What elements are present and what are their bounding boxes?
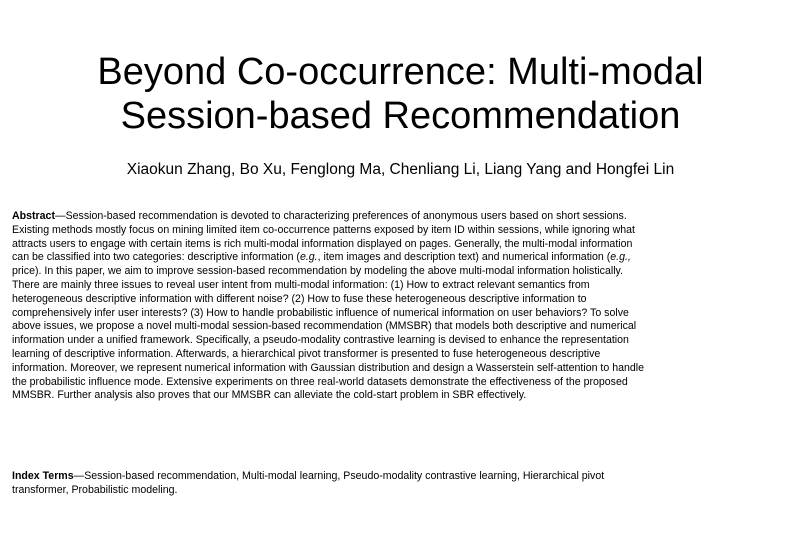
index-terms-text: —Session-based recommendation, Multi-modal learning, Pseudo-modality contrastive learning, Hierarchical pivot bbox=[73, 470, 605, 482]
index-terms bbox=[12, 470, 792, 498]
index-terms-line: transformer, Probabilistic modeling. bbox=[12, 483, 178, 496]
abstract-line: price). In this paper, we aim to improve session-based recommendation by modeling the above multi-modal information holistically. bbox=[12, 265, 623, 278]
paper-title-line-2: Session-based Recommendation bbox=[120, 95, 681, 137]
abstract-italic-text: e.g., bbox=[610, 251, 631, 264]
abstract-line bbox=[12, 210, 792, 224]
abstract-italic-text: e.g. bbox=[299, 251, 318, 264]
paper-title-line-1: Beyond Co-occurrence: Multi-modal bbox=[97, 51, 704, 93]
abstract-line: the probabilistic influence mode. Extensive experiments on three real-world datasets demonstrate the effectiveness of the proposed bbox=[12, 375, 628, 388]
abstract-line: information. Moreover, we represent numerical information with Gaussian distribution and design a Wasserstein self-attention to handle bbox=[12, 361, 645, 374]
index-terms-line bbox=[12, 470, 792, 484]
abstract-line: MMSBR. Further analysis also proves that our MMSBR can alleviate the cold-start problem in SBR effectively. bbox=[12, 389, 527, 402]
abstract-line: heterogeneous descriptive information with different noise? (2) How to fuse these heterogeneous descriptive information to bbox=[12, 292, 587, 305]
author-list: Xiaokun Zhang, Bo Xu, Fenglong Ma, Chenliang Li, Liang Yang and Hongfei Lin bbox=[126, 161, 675, 178]
abstract-line: learning of descriptive information. Afterwards, a hierarchical pivot transformer is presented to fuse heterogeneous descriptive bbox=[12, 347, 601, 360]
abstract-line: There are mainly three issues to reveal user intent from multi-modal information: (1) How to extract relevant semantics from bbox=[12, 278, 590, 291]
abstract-line: Existing methods mostly focus on mining limited item co-occurrence patterns exposed by item ID within sessions, while ignoring what bbox=[12, 223, 635, 236]
abstract-line: above issues, we propose a novel multi-modal session-based recommendation (MMSBR) that models both descriptive and numerical bbox=[12, 320, 637, 333]
abstract bbox=[12, 210, 792, 403]
abstract-line: information under a unified framework. Specifically, a pseudo-modality contrastive learning is devised to enhance the representation bbox=[12, 334, 629, 347]
abstract-line: attracts users to engage with certain items is rich multi-modal information displayed on pages. Generally, the multi-modal information bbox=[12, 237, 633, 250]
abstract-line: comprehensively infer user interests? (3) How to handle probabilistic influence of numerical information on user behaviors? To solve bbox=[12, 306, 629, 319]
abstract-text: can be classified into two categories: descriptive information ( bbox=[12, 251, 300, 264]
abstract-text: , item images and description text) and numerical information ( bbox=[317, 251, 611, 264]
abstract-heading: Abstract bbox=[12, 210, 55, 222]
index-terms-heading: Index Terms bbox=[12, 470, 74, 482]
abstract-text: —Session-based recommendation is devoted to characterizing preferences of anonymous users based on short sessions. bbox=[54, 210, 627, 222]
abstract-line bbox=[12, 251, 792, 265]
paper-title bbox=[0, 50, 801, 138]
